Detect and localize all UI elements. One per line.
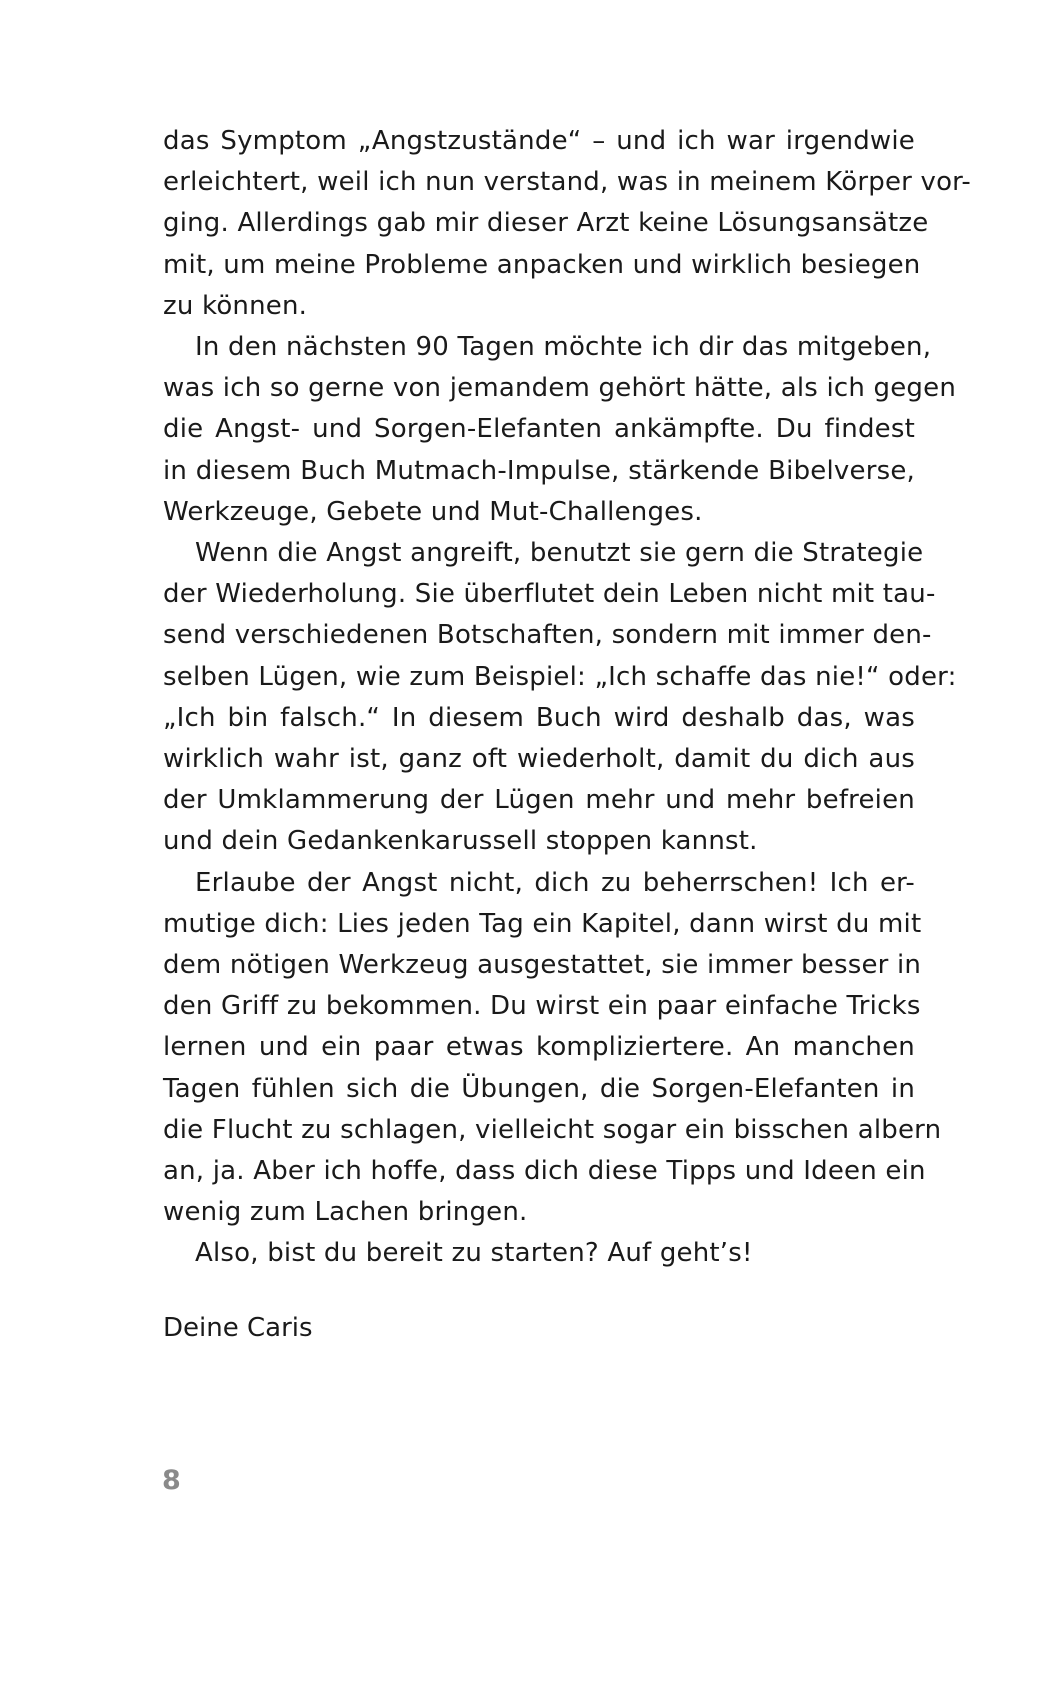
paragraph-1 [163,121,971,327]
text-line: Werkzeuge, Gebete und Mut-Challenges. [163,496,703,527]
text-line: selben Lügen, wie zum Beispiel: „Ich schaffe das nie!“ oder: [163,661,957,692]
paragraph-4 [163,863,942,1234]
text-line: mit, um meine Probleme anpacken und wirklich besiegen [163,249,921,280]
text-line: lernen und ein paar etwas kompliziertere. An manchen [163,1032,915,1063]
text-line: wirklich wahr ist, ganz oft wiederholt, damit du dich aus [163,744,915,775]
text-line: send verschiedenen Botschaften, sondern mit immer den- [163,620,932,651]
paragraph-2 [163,327,957,533]
text-line: wenig zum Lachen bringen. [163,1197,528,1228]
text-line: mutige dich: Lies jeden Tag ein Kapitel, dann wirst du mit [163,908,922,939]
text-line: Also, bist du bereit zu starten? Auf geht’s! [195,1238,753,1269]
text-line: in diesem Buch Mutmach-Impulse, stärkende Bibelverse, [163,455,915,486]
text-line: Erlaube der Angst nicht, dich zu beherrschen! Ich er- [195,867,915,898]
text-line: Wenn die Angst angreift, benutzt sie gern die Strategie [195,538,924,569]
text-line: den Griff zu bekommen. Du wirst ein paar einfache Tricks [163,991,921,1022]
text-line: Tagen fühlen sich die Übungen, die Sorgen-Elefanten in [163,1073,915,1104]
paragraph-5 [163,1233,915,1274]
text-line: dem nötigen Werkzeug ausgestattet, sie immer besser in [163,950,922,981]
text-line: was ich so gerne von jemandem gehört hätte, als ich gegen [163,373,957,404]
text-line: an, ja. Aber ich hoffe, dass dich diese Tipps und Ideen ein [163,1156,926,1187]
text-line: und dein Gedankenkarussell stoppen kannst. [163,826,758,857]
text-line: die Flucht zu schlagen, vielleicht sogar ein bisschen albern [163,1114,942,1145]
text-line: der Umklammerung der Lügen mehr und mehr befreien [163,785,915,816]
body-text [163,121,971,1275]
text-line: das Symptom „Angstzustände“ – und ich war irgendwie [163,126,915,156]
paragraph-3 [163,533,957,863]
text-line: zu können. [163,290,308,321]
text-line: die Angst- und Sorgen-Elefanten ankämpfte. Du findest [163,414,915,445]
signature: Deine Caris [163,1313,313,1343]
text-line: erleichtert, weil ich nun verstand, was in meinem Körper vor- [163,167,971,198]
text-line: ging. Allerdings gab mir dieser Arzt keine Lösungsansätze [163,208,929,239]
text-line: „Ich bin falsch.“ In diesem Buch wird deshalb das, was [163,702,915,733]
page-number: 8 [162,1465,181,1496]
text-line: der Wiederholung. Sie überflutet dein Leben nicht mit tau- [163,579,936,610]
text-line: In den nächsten 90 Tagen möchte ich dir das mitgeben, [195,332,932,363]
